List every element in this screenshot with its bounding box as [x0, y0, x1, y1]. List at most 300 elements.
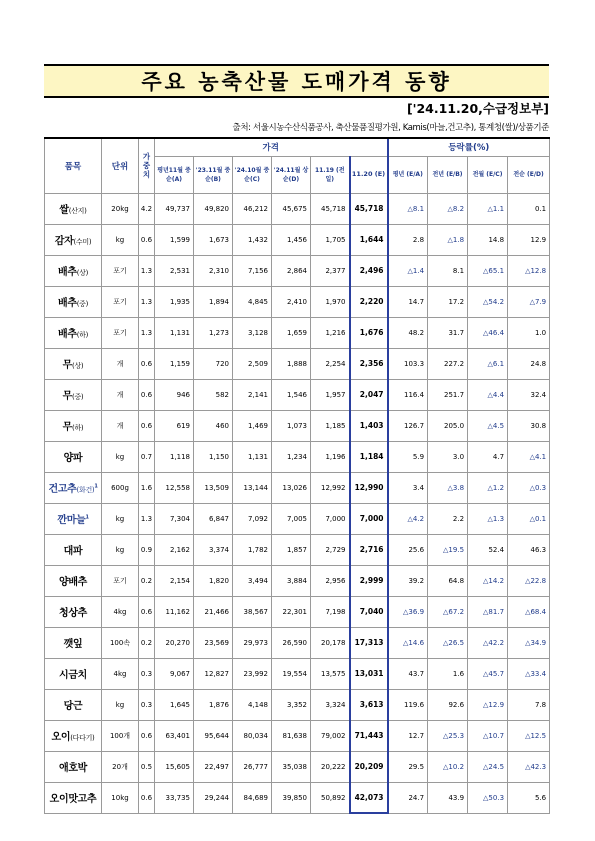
- price-cell: 9,067: [155, 658, 194, 689]
- item-unit: kg: [102, 689, 139, 720]
- table-row: [45, 782, 550, 813]
- table-row: [45, 689, 550, 720]
- table-row: [45, 503, 550, 534]
- rate-cell: △4.4: [468, 379, 508, 410]
- item-name: [45, 627, 102, 658]
- rate-cell: 12.9: [508, 224, 550, 255]
- rate-cell: △19.5: [428, 534, 468, 565]
- header-rate-col: 평년 (E/A): [388, 156, 428, 193]
- rate-cell: △24.5: [468, 751, 508, 782]
- rate-cell: 205.0: [428, 410, 468, 441]
- item-unit: 포기: [102, 255, 139, 286]
- rate-cell: △4.5: [468, 410, 508, 441]
- header-unit: 단위: [102, 138, 139, 193]
- rate-cell: △1.1: [468, 193, 508, 224]
- rate-cell: 32.4: [508, 379, 550, 410]
- price-current: 13,031: [350, 658, 388, 689]
- price-cell: 1,645: [155, 689, 194, 720]
- price-cell: 3,128: [233, 317, 272, 348]
- report-dateline: ['24.11.20,수급정보부]: [406, 101, 549, 116]
- rate-cell: 30.8: [508, 410, 550, 441]
- item-name: [45, 658, 102, 689]
- price-cell: 7,304: [155, 503, 194, 534]
- table-row: [45, 534, 550, 565]
- rate-cell: △12.8: [508, 255, 550, 286]
- rate-cell: 24.7: [388, 782, 428, 813]
- item-weight: 0.6: [139, 379, 155, 410]
- price-current: 17,313: [350, 627, 388, 658]
- price-current: 2,356: [350, 348, 388, 379]
- price-current: 20,209: [350, 751, 388, 782]
- price-cell: 2,254: [311, 348, 350, 379]
- header-price-col: 11.19 (전일): [311, 156, 350, 193]
- item-weight: 0.5: [139, 751, 155, 782]
- price-current: 7,000: [350, 503, 388, 534]
- price-cell: 1,546: [272, 379, 311, 410]
- item-name: [45, 534, 102, 565]
- price-cell: 29,973: [233, 627, 272, 658]
- rate-cell: △25.3: [428, 720, 468, 751]
- price-cell: 3,374: [194, 534, 233, 565]
- item-name-label: 깐마늘: [57, 515, 86, 526]
- price-cell: 45,675: [272, 193, 311, 224]
- price-cell: 33,735: [155, 782, 194, 813]
- item-spec: (상): [76, 269, 89, 277]
- price-cell: 45,718: [311, 193, 350, 224]
- rate-cell: △42.3: [508, 751, 550, 782]
- price-cell: 22,497: [194, 751, 233, 782]
- table-row: [45, 658, 550, 689]
- item-name: [45, 193, 102, 224]
- price-current: 2,047: [350, 379, 388, 410]
- item-name: [45, 379, 102, 410]
- price-cell: 2,154: [155, 565, 194, 596]
- price-cell: 720: [194, 348, 233, 379]
- price-current: 1,403: [350, 410, 388, 441]
- price-cell: 13,144: [233, 472, 272, 503]
- price-cell: 1,159: [155, 348, 194, 379]
- price-cell: 49,820: [194, 193, 233, 224]
- price-cell: 13,575: [311, 658, 350, 689]
- price-cell: 460: [194, 410, 233, 441]
- rate-cell: 116.4: [388, 379, 428, 410]
- price-cell: 1,131: [155, 317, 194, 348]
- item-unit: 100개: [102, 720, 139, 751]
- item-name-label: 애호박: [58, 763, 88, 774]
- rate-cell: △54.2: [468, 286, 508, 317]
- rate-cell: △7.9: [508, 286, 550, 317]
- price-cell: 946: [155, 379, 194, 410]
- price-current: 2,496: [350, 255, 388, 286]
- item-name: [45, 410, 102, 441]
- price-cell: 1,196: [311, 441, 350, 472]
- rate-cell: 7.8: [508, 689, 550, 720]
- rate-cell: △14.6: [388, 627, 428, 658]
- header-weight: [139, 138, 155, 193]
- header-rate-col: 전월 (E/C): [468, 156, 508, 193]
- price-cell: 13,026: [272, 472, 311, 503]
- price-cell: 38,567: [233, 596, 272, 627]
- price-cell: 12,558: [155, 472, 194, 503]
- price-cell: 63,401: [155, 720, 194, 751]
- item-name-label: 오이: [51, 732, 71, 743]
- item-unit: 4kg: [102, 596, 139, 627]
- header-price-col-current: 11.20 (E): [350, 156, 388, 193]
- price-cell: 23,569: [194, 627, 233, 658]
- item-weight: 0.6: [139, 348, 155, 379]
- rate-cell: 64.8: [428, 565, 468, 596]
- price-cell: 2,141: [233, 379, 272, 410]
- price-cell: 3,324: [311, 689, 350, 720]
- rate-cell: △46.4: [468, 317, 508, 348]
- rate-cell: 43.7: [388, 658, 428, 689]
- item-name: [45, 782, 102, 813]
- item-weight: 1.3: [139, 255, 155, 286]
- price-cell: 4,845: [233, 286, 272, 317]
- rate-cell: △34.9: [508, 627, 550, 658]
- price-cell: 2,310: [194, 255, 233, 286]
- rate-cell: 1.6: [428, 658, 468, 689]
- price-current: 7,040: [350, 596, 388, 627]
- item-weight: 0.3: [139, 689, 155, 720]
- price-cell: 26,777: [233, 751, 272, 782]
- table-row: [45, 379, 550, 410]
- item-unit: kg: [102, 224, 139, 255]
- price-cell: 1,131: [233, 441, 272, 472]
- rate-cell: 52.4: [468, 534, 508, 565]
- item-unit: 포기: [102, 286, 139, 317]
- rate-cell: △26.5: [428, 627, 468, 658]
- price-cell: 1,599: [155, 224, 194, 255]
- price-cell: 15,605: [155, 751, 194, 782]
- rate-cell: △1.4: [388, 255, 428, 286]
- price-cell: 2,956: [311, 565, 350, 596]
- price-cell: 1,970: [311, 286, 350, 317]
- item-weight: 4.2: [139, 193, 155, 224]
- price-cell: 7,198: [311, 596, 350, 627]
- item-weight: 0.6: [139, 782, 155, 813]
- price-cell: 3,494: [233, 565, 272, 596]
- item-name: [45, 472, 102, 503]
- rate-cell: △12.9: [468, 689, 508, 720]
- table-row: [45, 410, 550, 441]
- rate-cell: 31.7: [428, 317, 468, 348]
- price-cell: 21,466: [194, 596, 233, 627]
- item-name-label: 배추: [57, 298, 77, 309]
- item-unit: 개: [102, 379, 139, 410]
- item-unit: 100속: [102, 627, 139, 658]
- price-cell: 7,156: [233, 255, 272, 286]
- item-name-label: 양배추: [58, 577, 88, 588]
- header-price-col: 평년11월 중순(A): [155, 156, 194, 193]
- price-cell: 20,178: [311, 627, 350, 658]
- price-cell: 1,273: [194, 317, 233, 348]
- item-name: [45, 689, 102, 720]
- table-row: [45, 441, 550, 472]
- item-name: [45, 751, 102, 782]
- item-weight: 0.3: [139, 658, 155, 689]
- table-row: [45, 193, 550, 224]
- price-cell: 1,876: [194, 689, 233, 720]
- item-unit: kg: [102, 503, 139, 534]
- price-cell: 7,000: [311, 503, 350, 534]
- item-unit: 포기: [102, 317, 139, 348]
- price-cell: 2,377: [311, 255, 350, 286]
- item-name: [45, 503, 102, 534]
- price-cell: 1,894: [194, 286, 233, 317]
- table-row: [45, 565, 550, 596]
- rate-cell: △42.2: [468, 627, 508, 658]
- item-name-label: 양파: [63, 453, 83, 464]
- price-cell: 39,850: [272, 782, 311, 813]
- item-weight: 1.6: [139, 472, 155, 503]
- item-spec: (산지): [68, 207, 87, 215]
- item-spec: (하): [76, 331, 89, 339]
- item-spec: (다다기): [70, 734, 95, 742]
- price-current: 45,718: [350, 193, 388, 224]
- price-current: 1,184: [350, 441, 388, 472]
- item-weight: 0.2: [139, 565, 155, 596]
- price-cell: 7,005: [272, 503, 311, 534]
- item-name-label: 무: [62, 422, 73, 433]
- rate-cell: 48.2: [388, 317, 428, 348]
- rate-cell: 17.2: [428, 286, 468, 317]
- price-current: 42,073: [350, 782, 388, 813]
- rate-cell: 24.8: [508, 348, 550, 379]
- rate-cell: 14.7: [388, 286, 428, 317]
- rate-cell: △8.2: [428, 193, 468, 224]
- price-cell: 2,864: [272, 255, 311, 286]
- item-name-label: 쌀: [59, 205, 69, 216]
- price-cell: 3,352: [272, 689, 311, 720]
- price-cell: 6,847: [194, 503, 233, 534]
- header-item: 품목: [45, 138, 102, 193]
- table-row: [45, 751, 550, 782]
- rate-cell: 43.9: [428, 782, 468, 813]
- table-row: [45, 472, 550, 503]
- rate-cell: △8.1: [388, 193, 428, 224]
- rate-cell: 3.4: [388, 472, 428, 503]
- rate-cell: 39.2: [388, 565, 428, 596]
- item-weight: 1.3: [139, 503, 155, 534]
- page-title: 주요 농축산물 도매가격 동향: [44, 64, 549, 98]
- price-cell: 19,554: [272, 658, 311, 689]
- table-row: [45, 317, 550, 348]
- price-table: [44, 137, 550, 814]
- item-weight: 0.7: [139, 441, 155, 472]
- table-row: [45, 286, 550, 317]
- rate-cell: △10.7: [468, 720, 508, 751]
- header-rate-group: 등락률(%): [388, 138, 550, 156]
- rate-cell: △3.8: [428, 472, 468, 503]
- item-name: [45, 255, 102, 286]
- header-rate-col: 전년 (E/B): [428, 156, 468, 193]
- item-footnote-mark: 1: [85, 514, 89, 521]
- item-weight: 0.6: [139, 720, 155, 751]
- price-cell: 3,884: [272, 565, 311, 596]
- rate-cell: △81.7: [468, 596, 508, 627]
- rate-cell: △22.8: [508, 565, 550, 596]
- rate-cell: 3.0: [428, 441, 468, 472]
- price-cell: 49,737: [155, 193, 194, 224]
- price-cell: 1,659: [272, 317, 311, 348]
- item-name: [45, 348, 102, 379]
- rate-cell: 0.1: [508, 193, 550, 224]
- price-cell: 79,002: [311, 720, 350, 751]
- item-spec: (수미): [73, 238, 92, 246]
- price-cell: 84,689: [233, 782, 272, 813]
- price-cell: 1,888: [272, 348, 311, 379]
- item-name: [45, 286, 102, 317]
- price-cell: 1,857: [272, 534, 311, 565]
- price-cell: 1,432: [233, 224, 272, 255]
- header-price-group: 가격: [155, 138, 388, 156]
- price-current: 71,443: [350, 720, 388, 751]
- item-name-label: 건고추: [48, 484, 77, 495]
- price-cell: 13,509: [194, 472, 233, 503]
- table-row: [45, 224, 550, 255]
- price-cell: 23,992: [233, 658, 272, 689]
- item-name-label: 배추: [57, 267, 77, 278]
- item-spec: (상): [72, 362, 84, 370]
- rate-cell: 5.9: [388, 441, 428, 472]
- rate-cell: 1.0: [508, 317, 550, 348]
- rate-cell: 29.5: [388, 751, 428, 782]
- item-name-label: 무: [62, 391, 73, 402]
- item-spec: (하): [72, 424, 84, 432]
- item-name-label: 감자: [54, 236, 74, 247]
- header-price-col: '23.11월 중순(B): [194, 156, 233, 193]
- header-weight-label: 가중치: [142, 152, 151, 180]
- price-current: 2,220: [350, 286, 388, 317]
- header-rate-col: 전순 (E/D): [508, 156, 550, 193]
- item-unit: 개: [102, 348, 139, 379]
- price-cell: 1,216: [311, 317, 350, 348]
- rate-cell: 5.6: [508, 782, 550, 813]
- price-cell: 81,638: [272, 720, 311, 751]
- price-current: 3,613: [350, 689, 388, 720]
- source-note: 출처: 서울시농수산식품공사, 축산물품질평가원, Kamis(마늘,건고추), 통계청(쌀)/상품기준: [232, 123, 549, 133]
- price-cell: 20,222: [311, 751, 350, 782]
- item-name-label: 오이맛고추: [49, 794, 97, 805]
- price-cell: 12,827: [194, 658, 233, 689]
- rate-cell: △6.1: [468, 348, 508, 379]
- rate-cell: △50.3: [468, 782, 508, 813]
- item-name-label: 청상추: [58, 608, 88, 619]
- rate-cell: △4.1: [508, 441, 550, 472]
- rate-cell: 2.8: [388, 224, 428, 255]
- rate-cell: △12.5: [508, 720, 550, 751]
- price-cell: 582: [194, 379, 233, 410]
- item-unit: 10kg: [102, 782, 139, 813]
- price-cell: 2,162: [155, 534, 194, 565]
- price-cell: 2,531: [155, 255, 194, 286]
- price-cell: 2,729: [311, 534, 350, 565]
- item-spec: (중): [72, 393, 84, 401]
- item-name: [45, 224, 102, 255]
- item-name-label: 대파: [63, 546, 83, 557]
- price-cell: 1,820: [194, 565, 233, 596]
- price-cell: 1,150: [194, 441, 233, 472]
- table-row: [45, 720, 550, 751]
- rate-cell: △0.3: [508, 472, 550, 503]
- price-cell: 1,185: [311, 410, 350, 441]
- item-unit: 개: [102, 410, 139, 441]
- item-weight: 0.9: [139, 534, 155, 565]
- price-cell: 35,038: [272, 751, 311, 782]
- price-cell: 1,469: [233, 410, 272, 441]
- rate-cell: 251.7: [428, 379, 468, 410]
- price-current: 12,990: [350, 472, 388, 503]
- table-row: [45, 348, 550, 379]
- rate-cell: △14.2: [468, 565, 508, 596]
- item-unit: kg: [102, 534, 139, 565]
- item-weight: 0.6: [139, 596, 155, 627]
- rate-cell: 12.7: [388, 720, 428, 751]
- item-weight: 0.2: [139, 627, 155, 658]
- item-unit: 20개: [102, 751, 139, 782]
- item-name: [45, 441, 102, 472]
- item-name: [45, 565, 102, 596]
- table-row: [45, 596, 550, 627]
- item-spec: (화건): [76, 486, 95, 494]
- rate-cell: △1.2: [468, 472, 508, 503]
- price-cell: 2,410: [272, 286, 311, 317]
- item-name-label: 당근: [63, 701, 83, 712]
- rate-cell: 119.6: [388, 689, 428, 720]
- price-cell: 2,509: [233, 348, 272, 379]
- price-cell: 50,892: [311, 782, 350, 813]
- price-cell: 11,162: [155, 596, 194, 627]
- price-cell: 1,234: [272, 441, 311, 472]
- rate-cell: 25.6: [388, 534, 428, 565]
- price-cell: 20,270: [155, 627, 194, 658]
- rate-cell: △1.3: [468, 503, 508, 534]
- header-price-col: '24.11월 상순(D): [272, 156, 311, 193]
- rate-cell: △33.4: [508, 658, 550, 689]
- item-name-label: 깻잎: [63, 639, 83, 650]
- rate-cell: 4.7: [468, 441, 508, 472]
- item-footnote-mark: 1: [94, 483, 98, 490]
- item-unit: 포기: [102, 565, 139, 596]
- item-name: [45, 720, 102, 751]
- rate-cell: △45.7: [468, 658, 508, 689]
- item-unit: 4kg: [102, 658, 139, 689]
- price-cell: 1,118: [155, 441, 194, 472]
- item-name: [45, 317, 102, 348]
- price-cell: 7,092: [233, 503, 272, 534]
- rate-cell: △0.1: [508, 503, 550, 534]
- price-cell: 1,935: [155, 286, 194, 317]
- price-current: 2,716: [350, 534, 388, 565]
- item-name-label: 무: [62, 360, 73, 371]
- price-cell: 1,456: [272, 224, 311, 255]
- price-cell: 12,992: [311, 472, 350, 503]
- header-price-col: '24.10월 중순(C): [233, 156, 272, 193]
- rate-cell: △4.2: [388, 503, 428, 534]
- table-row: [45, 255, 550, 286]
- price-cell: 1,957: [311, 379, 350, 410]
- price-cell: 46,212: [233, 193, 272, 224]
- item-weight: 0.6: [139, 410, 155, 441]
- item-spec: (중): [76, 300, 89, 308]
- rate-cell: △67.2: [428, 596, 468, 627]
- price-cell: 4,148: [233, 689, 272, 720]
- price-cell: 22,301: [272, 596, 311, 627]
- item-unit: kg: [102, 441, 139, 472]
- rate-cell: 46.3: [508, 534, 550, 565]
- rate-cell: 126.7: [388, 410, 428, 441]
